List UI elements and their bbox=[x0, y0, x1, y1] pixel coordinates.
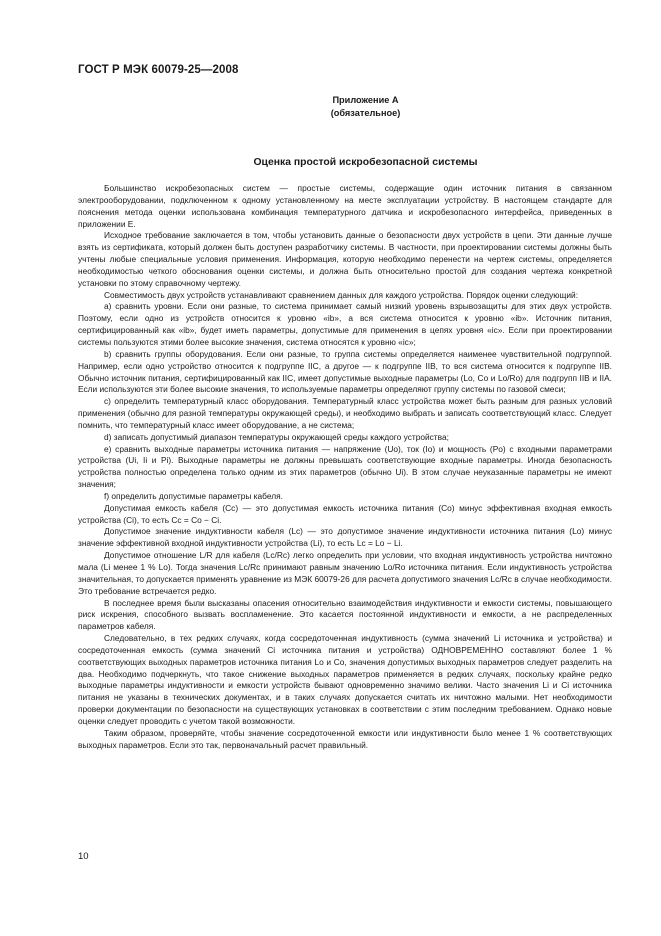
paragraph: Исходное требование заключается в том, чтобы установить данные о безопасности двух устройств в цепи. Эти данные лучше взять из сертификата, который должен быть доступен разработчику системы. В частности, при проектировании системы должны быть учтены любые специальные условия применения. Информация, которую необходимо перенести на чертеж системы, определяется необходимостью четкого обоснования оценки системы, и должна быть относительно простой для создания чертежа конкретной установки по этому справочному чертежу. bbox=[78, 230, 612, 288]
paragraph: Таким образом, проверяйте, чтобы значение сосредоточенной емкости или индуктивности было менее 1 % соответствующих выходных параметров. Если это так, первоначальный расчет правильный. bbox=[78, 727, 612, 750]
paragraph: Большинство искробезопасных систем — простые системы, содержащие один источник питания в связанном электрооборудовании, подключенном к одному установленному на месте эксплуатации устройству. В настоящем стандарте для пояснения метода оценки использована комбинация температурного датчика и искробезопасного интерфейса, приведенных в приложении Е. bbox=[78, 183, 612, 229]
paragraph: Допустимая емкость кабеля (Cc) — это допустимая емкость источника питания (Co) минус эффективная входная емкость устройства (Ci), то есть Cc = Co − Ci. bbox=[78, 502, 612, 525]
list-item-c: c) определить температурный класс оборудования. Температурный класс устройства может быть разным для разных условий применения (обычно для разной температуры окружающей среды), и необходимо выбрать и записать соответствующий класс. Следует помнить, что температурный класс имеет оборудование, а не система; bbox=[78, 396, 612, 430]
body-text bbox=[78, 183, 612, 752]
annex-title: Приложение А bbox=[332, 95, 399, 105]
document-header: ГОСТ Р МЭК 60079-25—2008 bbox=[78, 64, 239, 76]
list-item-f: f) определить допустимые параметры кабеля. bbox=[104, 490, 283, 501]
paragraph: Допустимое значение индуктивности кабеля (Lc) — это допустимое значение индуктивности источника питания (Lo) минус значение эффективной входной индуктивности устройства (Li), то есть Lc = Lo − Li. bbox=[78, 526, 612, 549]
annex-status: (обязательное) bbox=[330, 108, 401, 118]
list-item-a: a) сравнить уровни. Если они разные, то система принимает самый низкий уровень взрывозащиты для этих двух устройств. Поэтому, если одно из устройств относится к уровню «ib», а вся система относится к уровню «ib». Источник питания, сертифицированный как «ib», будет иметь параметры, допустимые для применения в цепях уровня «ic». Если при проектировании системы пользуются этими более высокие значения, система относятся к уровню «ic»; bbox=[78, 301, 612, 347]
paragraph: Допустимое отношение L/R для кабеля (Lc/Rc) легко определить при условии, что входная индуктивность устройства ничтожно мала (Li менее 1 % Lo). Тогда значения Lc/Rc принимают равным значению Lo/Ro источника питания. Если индуктивность устройства значительная, то допускается применять уравнение из МЭК 60079-26 для расчета допустимого значения Lc/Rc в случае необходимости. Это требование встречается редко. bbox=[78, 550, 612, 596]
page-number: 10 bbox=[78, 851, 89, 862]
list-item-d: d) записать допустимый диапазон температуры окружающей среды каждого устройства; bbox=[104, 431, 449, 442]
paragraph: В последнее время были высказаны опасения относительно взаимодействия индуктивности и емкости системы, повышающего риск искрения, способного вызвать воспламенение. Это касается постоянной индуктивности и емкости, а не распределенных параметров кабеля. bbox=[78, 597, 612, 632]
paragraph: Следовательно, в тех редких случаях, когда сосредоточенная индуктивность (сумма значений Li источника и устройства) и сосредоточенная емкость (сумма значений Ci источника питания и устройства) ОДНОВРЕМЕННО составляют более 1 % соответствующих выходных параметров источника питания Lo и Co, значения допустимых выходных параметров следует разделить на два. Необходимо подчеркнуть, что такое снижение выходных параметров применяется в редких случаях, поскольку крайне редко выходные параметры индуктивности и емкости устройств бывают одновременно значимо велики. Часто значения Li и Ci источника питания не указаны в технических документах, и в таких случаях допускается считать их ничтожно малыми. Нет необходимости проверки документации по безопасности на существующих установках в соответствии с этим последним требованием. Однако новые оценки следует проводить с учетом такой возможности. bbox=[78, 633, 612, 726]
section-title: Оценка простой искробезопасной системы bbox=[253, 157, 478, 168]
list-item-e: e) сравнить выходные параметры источника питания — напряжение (Uo), ток (Io) и мощность (Po) с входными параметрами устройства (Ui, Ii и Pi). Выходные параметры не должны превышать соответствующие входные параметры. Иногда безопасность устройства полностью определена только одним из этих параметров (обычно Ui). В этом случае неуказанные параметры не имеют значения; bbox=[78, 443, 612, 490]
paragraph: Совместимость двух устройств устанавливают сравнением данных для каждого устройства. Порядок оценки следующий: bbox=[104, 289, 579, 300]
list-item-b: b) сравнить группы оборудования. Если они разные, то группа системы определяется наименее чувствительной подгруппой. Например, если одно устройство относится к подгруппе IIC, а другое — к подгруппе IIB, то вся система относится к подгруппе IIB. Обычно источник питания, сертифицированный как IIC, имеет допустимые выходные параметры (Lo, Co и Lo/Ro) для подгрупп IIB и IIA. Если используются эти более высокие значения, то используемые параметры определяют группу системы по газовой смеси; bbox=[78, 348, 612, 395]
